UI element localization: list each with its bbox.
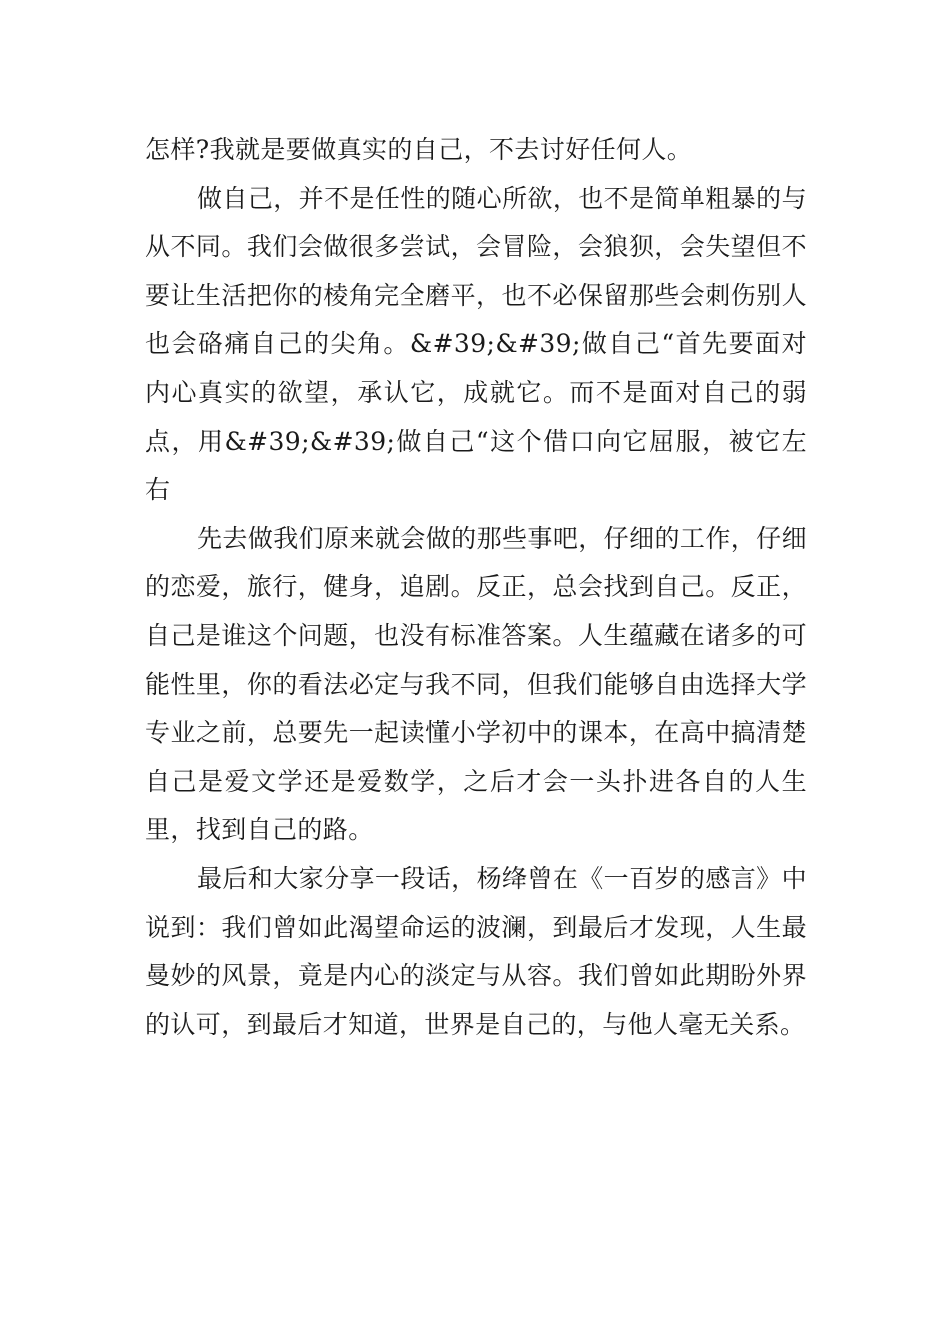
paragraph-3: 先去做我们原来就会做的那些事吧，仔细的工作，仔细的恋爱，旅行，健身，追剧。反正，总会找到自己。反正，自己是谁这个问题，也没有标准答案。人生蕴藏在诸多的可能性里，你的看法必定与我不同，但我们能够自由选择大学专业之前，总要先一起读懂小学初中的课本，在高中搞清楚自己是爱文学还是爱数学，之后才会一头扑进各自的人生里，找到自己的路。	[145, 523, 807, 845]
document-body	[145, 126, 807, 1049]
paragraph-2: 做自己，并不是任性的随心所欲，也不是简单粗暴的与从不同。我们会做很多尝试，会冒险，会狼狈，会失望但不要让生活把你的棱角完全磨平，也不必保留那些会刺伤别人也会硌痛自己的尖角。&#39;&#39;做自己“首先要面对内心真实的欲望，承认它，成就它。而不是面对自己的弱点，用&#39;&#39;做自己“这个借口向它屈服，被它左右	[145, 183, 807, 505]
paragraph-4: 最后和大家分享一段话，杨绛曾在《一百岁的感言》中说到：我们曾如此渴望命运的波澜，到最后才发现，人生最曼妙的风景，竟是内心的淡定与从容。我们曾如此期盼外界的认可，到最后才知道，世界是自己的，与他人毫无关系。	[145, 863, 807, 1039]
paragraph-1: 怎样?我就是要做真实的自己，不去讨好任何人。	[145, 135, 693, 164]
